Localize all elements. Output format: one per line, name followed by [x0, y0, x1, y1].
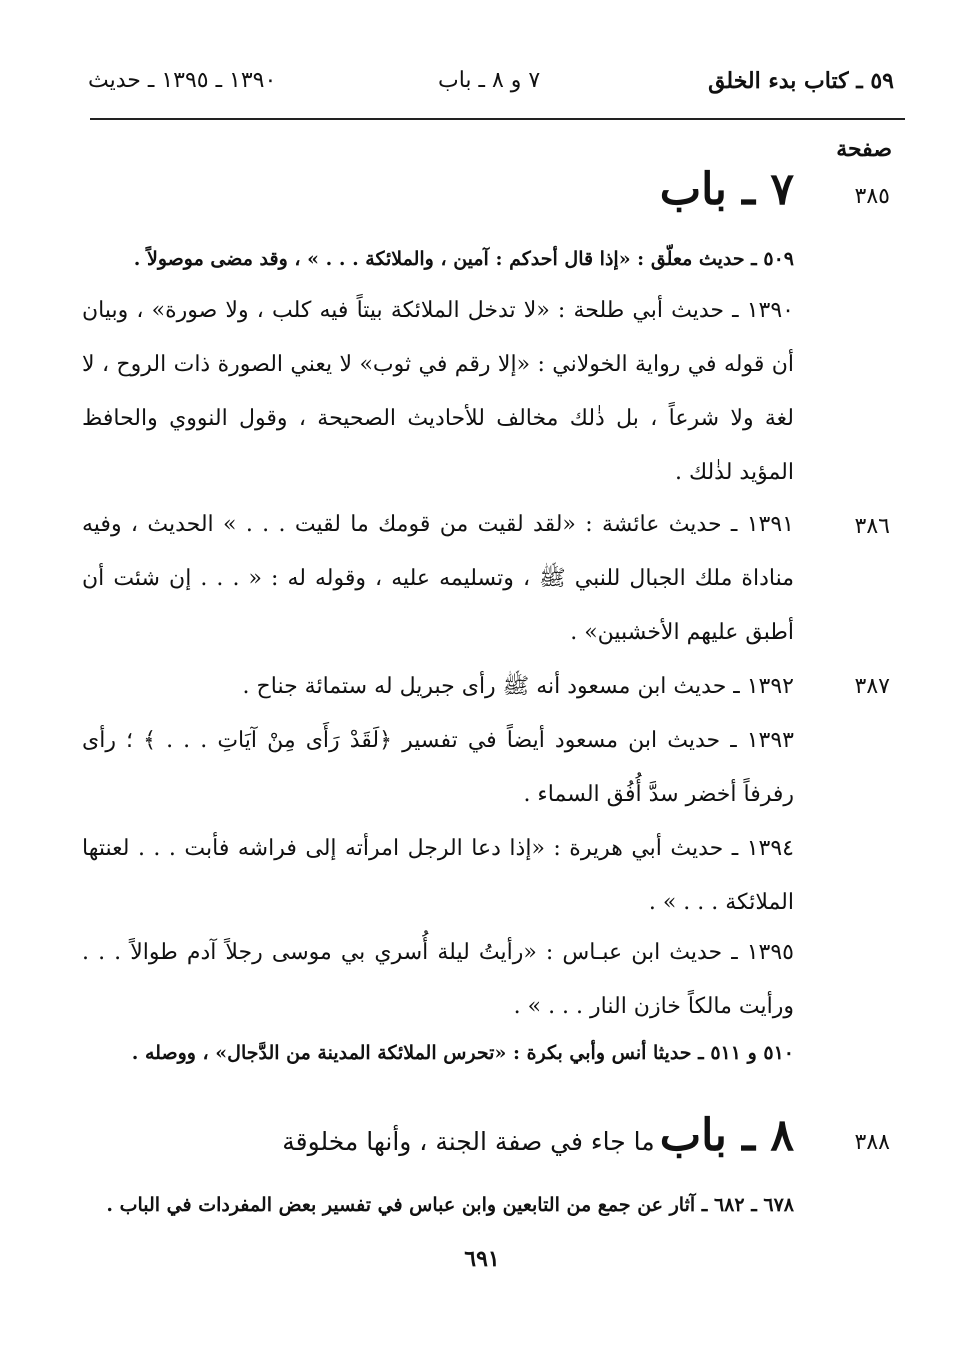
- running-header-hadith-range: ١٣٩٠ ـ ١٣٩٥ ـ حديث: [88, 68, 277, 93]
- entry-1391: ١٣٩١ ـ حديث عائشة : «لقد لقيت من قومك ما لقيت . . . » الحديث ، وفيه مناداة ملك الجبال للنبي ﷺ ، وتسليمه عليه ، وقوله له : « . . . إن شئت أن أطبق عليهم الأخشبين» .: [82, 512, 794, 645]
- entry-678-682: ٦٧٨ ـ ٦٨٢ ـ آثار عن جمع من التابعين وابن عباس في تفسير بعض المفردات في الباب .: [106, 1194, 794, 1216]
- entry-1390: ١٣٩٠ ـ حديث أبي طلحة : «لا تدخل الملائكة بيتاً فيه كلب ، ولا صورة» ، وبيان أن قوله في رواية الخولاني : «إلا رقم في ثوب» لا يعني الصورة ذات الروح ، لا لغة ولا شرعاً ، بل ذٰلك مخالف للأحاديث الصحيحة ، وقول النووي والحافظ المؤيد لذٰلك .: [82, 298, 794, 485]
- chapter-8-title: ٨ ـ باب: [659, 1110, 794, 1161]
- page-number: ٦٩١: [464, 1246, 500, 1272]
- running-header-chapter: ٧ و ٨ ـ باب: [438, 68, 541, 93]
- entry-1393: ١٣٩٣ ـ حديث ابن مسعود أيضاً في تفسير ﴿لَقَدْ رَأَى مِنْ آيَاتِ . . . ﴾ ؛ رأى رفرفاً أخضر سدَّ أُفُق السماء .: [82, 728, 794, 807]
- page-ref-388: ٣٨٨: [854, 1130, 890, 1155]
- chapter-7-heading: ٧ ـ باب: [659, 164, 794, 215]
- chapter-8-subtitle: ما جاء في صفة الجنة ، وأنها مخلوقة: [282, 1127, 655, 1156]
- entry-1394: ١٣٩٤ ـ حديث أبي هريرة : «إذا دعا الرجل امرأته إلى فراشه فأبت . . . لعنتها الملائكة . . . » .: [82, 836, 794, 915]
- running-header-book: ٥٩ ـ كتاب بدء الخلق: [708, 68, 894, 94]
- page-ref-387: ٣٨٧: [854, 674, 890, 699]
- entry-1392: ١٣٩٢ ـ حديث ابن مسعود أنه ﷺ رأى جبريل له ستمائة جناح .: [242, 674, 794, 699]
- entry-509: ٥٠٩ ـ حديث معلّق : «إذا قال أحدكم : آمين ، والملائكة . . . » ، وقد مضى موصولاً .: [133, 248, 794, 270]
- entry-510-511: ٥١٠ و ٥١١ ـ حديثا أنس وأبي بكرة : «تحرس الملائكة المدينة من الدَّجال» ، ووصله .: [131, 1042, 794, 1064]
- page-ref-385: ٣٨٥: [854, 184, 890, 209]
- page-ref-386: ٣٨٦: [854, 514, 890, 539]
- page-column-label: صفحة: [836, 136, 892, 162]
- chapter-8-heading: [282, 1110, 794, 1161]
- header-rule: [90, 118, 905, 120]
- entry-1395: ١٣٩٥ ـ حديث ابن عبـاس : «رأيتُ ليلة أُسري بي موسى رجلاً آدم طوالاً . . . ورأيت مالكاً خازن النار . . . » .: [82, 940, 794, 1019]
